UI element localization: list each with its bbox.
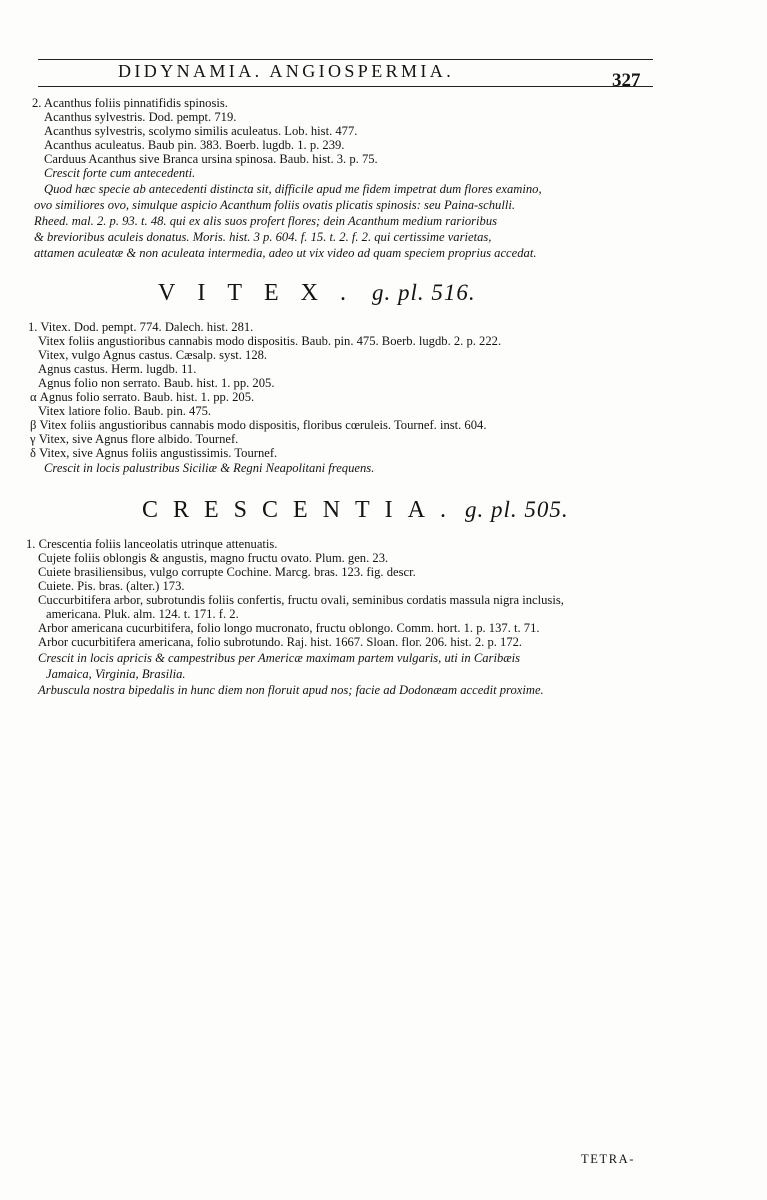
vitex-genus-heading bbox=[158, 280, 476, 307]
vitex-line-5: Agnus folio non serrato. Baub. hist. 1. pp. 205. bbox=[38, 376, 275, 390]
crescentia-line-5: Cuccurbitifera arbor, subrotundis foliis confertis, fructu ovali, seminibus cordatis massula nigra inclusis, bbox=[38, 593, 564, 607]
acanthus-line-3: Acanthus sylvestris, scolymo similis aculeatus. Lob. hist. 477. bbox=[44, 124, 358, 138]
vitex-line-3: Vitex, vulgo Agnus castus. Cæsalp. syst. 128. bbox=[38, 348, 268, 362]
acanthus-note-line-3: Rheed. mal. 2. p. 93. t. 48. qui ex alis suos profert flores; dein Acanthum medium rarioribus bbox=[34, 214, 498, 228]
crescentia-line-6: americana. Pluk. alm. 124. t. 171. f. 2. bbox=[46, 607, 239, 621]
acanthus-note-line-4: & brevioribus aculeis donatus. Moris. hist. 3 p. 604. f. 15. t. 2. f. 2. qui certissime varietas, bbox=[34, 230, 492, 244]
crescentia-habitat-line-2: Jamaica, Virginia, Brasilia. bbox=[46, 667, 186, 681]
crescentia-line-7: Arbor americana cucurbitifera, folio longo mucronato, fructu oblongo. Comm. hort. 1. p. 137. t. 71. bbox=[38, 621, 540, 635]
crescentia-line-4: Cuiete. Pis. bras. (alter.) 173. bbox=[38, 579, 185, 593]
vitex-variety-alpha: α Agnus folio serrato. Baub. hist. 1. pp. 205. bbox=[30, 390, 255, 404]
crescentia-line-3: Cuiete brasiliensibus, vulgo corrupte Cochine. Marcg. bras. 123. fig. descr. bbox=[38, 565, 416, 579]
vitex-variety-beta: β Vitex foliis angustioribus cannabis modo dispositis, floribus cœruleis. Tournef. inst. 604. bbox=[30, 418, 487, 432]
vitex-habitat: Crescit in locis palustribus Siciliæ & Regni Neapolitani frequens. bbox=[44, 461, 375, 475]
running-head: DIDYNAMIA. ANGIOSPERMIA. bbox=[118, 61, 455, 81]
vitex-variety-delta: δ Vitex, sive Agnus foliis angustissimis. Tournef. bbox=[30, 446, 278, 460]
vitex-line-7: Vitex latiore folio. Baub. pin. 475. bbox=[38, 404, 212, 418]
acanthus-note-line-1: Quod hæc specie ab antecedenti distincta sit, difficile apud me fidem impetrat dum flores examino, bbox=[44, 182, 542, 196]
crescentia-genus-ref: g. pl. 505. bbox=[465, 497, 569, 522]
vitex-variety-gamma: γ Vitex, sive Agnus flore albido. Tournef. bbox=[30, 432, 239, 446]
vitex-line-1: 1. Vitex. Dod. pempt. 774. Dalech. hist. 281. bbox=[28, 320, 254, 334]
crescentia-line-2: Cujete foliis oblongis & angustis, magno fructu ovato. Plum. gen. 23. bbox=[38, 551, 389, 565]
crescentia-line-8: Arbor cucurbitifera americana, folio subrotundo. Raj. hist. 1667. Sloan. flor. 206. hist. 2. p. 172. bbox=[38, 635, 523, 649]
crescentia-genus-heading bbox=[142, 497, 569, 524]
crescentia-line-1: 1. Crescentia foliis lanceolatis utrinque attenuatis. bbox=[26, 537, 278, 551]
page-number: 327 bbox=[612, 70, 641, 91]
acanthus-line-1: 2. Acanthus foliis pinnatifidis spinosis. bbox=[32, 96, 228, 110]
vitex-line-2: Vitex foliis angustioribus cannabis modo dispositis. Baub. pin. 475. Boerb. lugdb. 2. p. 222. bbox=[38, 334, 502, 348]
acanthus-line-2: Acanthus sylvestris. Dod. pempt. 719. bbox=[44, 110, 237, 124]
header-rule-bottom bbox=[38, 86, 653, 87]
header-rule-top bbox=[38, 59, 653, 60]
vitex-line-4: Agnus castus. Herm. lugdb. 11. bbox=[38, 362, 197, 376]
vitex-genus-name: VITEX. bbox=[158, 280, 368, 306]
acanthus-note-line-5: attamen aculeatæ & non aculeata intermedia, adeo ut vix video ad quam speciem proprius accedat. bbox=[34, 246, 537, 260]
catchword: TETRA- bbox=[581, 1152, 636, 1166]
crescentia-habitat-line-1: Crescit in locis apricis & campestribus per Americæ maximam partem vulgaris, uti in Caribæis bbox=[38, 651, 521, 665]
acanthus-habitat: Crescit forte cum antecedenti. bbox=[44, 166, 196, 180]
acanthus-note-line-2: ovo similiores ovo, simulque aspicio Acanthum foliis ovatis plicatis spinosis: seu Paina-schulli. bbox=[34, 198, 515, 212]
crescentia-note: Arbuscula nostra bipedalis in hunc diem non floruit apud nos; facie ad Dodonæam accedit proxime. bbox=[38, 683, 544, 697]
acanthus-line-5: Carduus Acanthus sive Branca ursina spinosa. Baub. hist. 3. p. 75. bbox=[44, 152, 378, 166]
crescentia-genus-name: CRESCENTIA. bbox=[142, 497, 462, 523]
acanthus-line-4: Acanthus aculeatus. Baub pin. 383. Boerb. lugdb. 1. p. 239. bbox=[44, 138, 345, 152]
vitex-genus-ref: g. pl. 516. bbox=[371, 280, 476, 305]
